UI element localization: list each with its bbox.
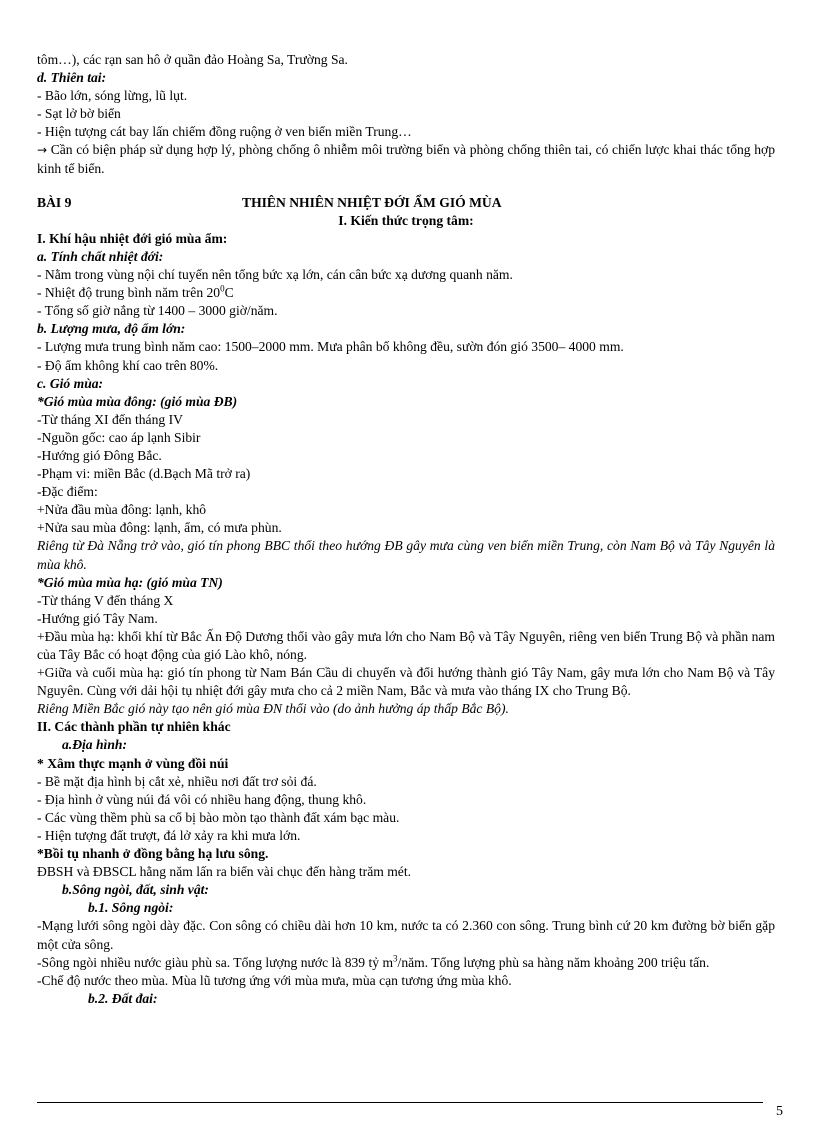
list-item: - Hiện tượng đất trượt, đá lở xảy ra khi mưa lớn. — [37, 827, 301, 843]
list-item: -Phạm vi: miền Bắc (d.Bạch Mã trở ra) — [37, 466, 251, 482]
deposit-heading: *Bồi tụ nhanh ở đồng bằng hạ lưu sông. — [37, 846, 269, 862]
river-regime-line: -Chế độ nước theo mùa. Mùa lũ tương ứng với mùa mưa, mùa cạn tương ứng mùa khô. — [37, 972, 512, 988]
list-item: - Tổng số giờ nắng từ 1400 – 3000 giờ/năm. — [37, 303, 278, 319]
temperature-line — [37, 284, 775, 302]
intro-line: tôm…), các rạn san hô ở quần đảo Hoàng Sa, Trường Sa. — [37, 52, 348, 67]
lesson-number: BÀI 9 — [37, 194, 72, 210]
section-1-heading: I. Khí hậu nhiệt đới gió mùa ẩm: — [37, 230, 228, 246]
subheading-dia-hinh: a.Địa hình: — [62, 737, 127, 753]
subheading-dat-dai: b.2. Đất đai: — [88, 990, 158, 1006]
list-item: - Bề mặt địa hình bị cắt xẻ, nhiều nơi đất trơ sỏi đá. — [37, 773, 317, 789]
sediment-text-rest: /năm. Tổng lượng phù sa hàng năm khoảng 200 triệu tấn. — [397, 954, 710, 970]
spacer — [37, 178, 775, 194]
subheading-song-ngoi-dat-sinh-vat: b.Sông ngòi, đất, sinh vật: — [62, 882, 209, 898]
list-item: -Từ tháng V đến tháng X — [37, 592, 174, 608]
arrow-right-icon: → — [37, 143, 48, 158]
degree-superscript: 0 — [220, 283, 225, 294]
lesson-subtitle: I. Kiến thức trọng tâm: — [338, 212, 474, 228]
conclusion-paragraph — [37, 141, 775, 177]
conclusion-text: Cần có biện pháp sử dụng hợp lý, phòng chống ô nhiễm môi trường biển và phòng chống thiên tai, có chiến lược khai thác tổng hợp kinh tế biển. — [37, 142, 775, 176]
list-item: - Các vùng thềm phù sa cổ bị bào mòn tạo thành đất xám bạc màu. — [37, 809, 400, 825]
lesson-header — [37, 194, 775, 212]
summer-early-paragraph: +Đầu mùa hạ: khối khí từ Bắc Ấn Độ Dương thổi vào gây mưa lớn cho Nam Bộ và Tây Nguyên, riêng ven biển Trung Bộ và phần nam của Tây Bắc có hoạt động của gió Lào khô, nóng. — [37, 628, 775, 662]
subheading-a: a. Tính chất nhiệt đới: — [37, 248, 164, 264]
section-2-heading: II. Các thành phần tự nhiên khác — [37, 719, 231, 735]
list-item: - Độ ẩm không khí cao trên 80%. — [37, 357, 219, 373]
list-item: - Bão lớn, sóng lừng, lũ lụt. — [37, 88, 188, 104]
list-item: - Nằm trong vùng nội chí tuyến nên tổng bức xạ lớn, cán cân bức xạ dương quanh năm. — [37, 267, 513, 283]
list-item: -Nguồn gốc: cao áp lạnh Sibir — [37, 429, 201, 445]
list-item: - Sạt lở bờ biển — [37, 106, 121, 122]
river-network-paragraph: -Mạng lưới sông ngòi dày đặc. Con sông có chiều dài hơn 10 km, nước ta có 2.360 con sông. Trung bình cứ 20 km đường bờ biển gặp một cửa sông. — [37, 918, 775, 952]
winter-note: Riêng từ Đà Nẵng trở vào, gió tín phong BBC thổi theo hướng ĐB gây mưa cùng ven biển miền Trung, còn Nam Bộ và Tây Nguyên là mùa khô. — [37, 538, 775, 572]
list-item: +Nửa đầu mùa đông: lạnh, khô — [37, 502, 207, 518]
temperature-unit: C — [224, 285, 234, 301]
sediment-text: -Sông ngòi nhiều nước giàu phù sa. Tổng lượng nước là 839 tỷ m — [37, 954, 394, 970]
list-item: +Nửa sau mùa đông: lạnh, ẩm, có mưa phùn. — [37, 520, 282, 536]
summer-note: Riêng Miền Bắc gió này tạo nên gió mùa ĐN thổi vào (do ảnh hưởng áp thấp Bắc Bộ). — [37, 701, 509, 717]
list-item: - Địa hình ở vùng núi đá vôi có nhiều hang động, thung khô. — [37, 791, 367, 807]
cubic-superscript: 3 — [393, 953, 398, 964]
winter-monsoon-heading: *Gió mùa mùa đông: (gió mùa ĐB) — [37, 393, 238, 409]
lesson-title: THIÊN NHIÊN NHIỆT ĐỚI ẨM GIÓ MÙA — [242, 194, 502, 210]
erosion-heading: * Xâm thực mạnh ở vùng đồi núi — [37, 755, 229, 771]
subheading-song-ngoi: b.1. Sông ngòi: — [88, 900, 174, 916]
list-item: - Hiện tượng cát bay lấn chiếm đồng ruộng ở ven biển miền Trung… — [37, 124, 412, 140]
heading-thien-tai: d. Thiên tai: — [37, 70, 107, 86]
list-item: -Từ tháng XI đến tháng IV — [37, 411, 183, 427]
subheading-c: c. Gió mùa: — [37, 375, 104, 391]
summer-monsoon-heading: *Gió mùa mùa hạ: (gió mùa TN) — [37, 574, 223, 590]
list-item: -Hướng gió Đông Bắc. — [37, 447, 162, 463]
list-item: - Lượng mưa trung bình năm cao: 1500–2000 mm. Mưa phân bố không đều, sườn đón gió 3500– 4000 mm. — [37, 339, 624, 355]
river-sediment-paragraph — [37, 954, 775, 972]
temperature-text: - Nhiệt độ trung bình năm trên 20 — [37, 285, 221, 301]
footer-rule — [37, 1102, 763, 1103]
summer-late-paragraph: +Giữa và cuối mùa hạ: gió tín phong từ Nam Bán Cầu di chuyển và đổi hướng thành gió Tây Nam, gây mưa lớn cho Nam Bộ và Tây Nguyên. Cùng với dải hội tụ nhiệt đới gây mưa cho cả 2 miền Nam, Bắc và mưa vào tháng IX cho Trung Bộ. — [37, 665, 775, 699]
deposit-text: ĐBSH và ĐBSCL hằng năm lấn ra biển vài chục đến hàng trăm mét. — [37, 864, 411, 880]
subheading-b: b. Lượng mưa, độ ẩm lớn: — [37, 321, 186, 337]
page-number: 5 — [776, 1104, 783, 1119]
list-item: -Hướng gió Tây Nam. — [37, 610, 158, 626]
list-item: -Đặc điểm: — [37, 484, 98, 500]
